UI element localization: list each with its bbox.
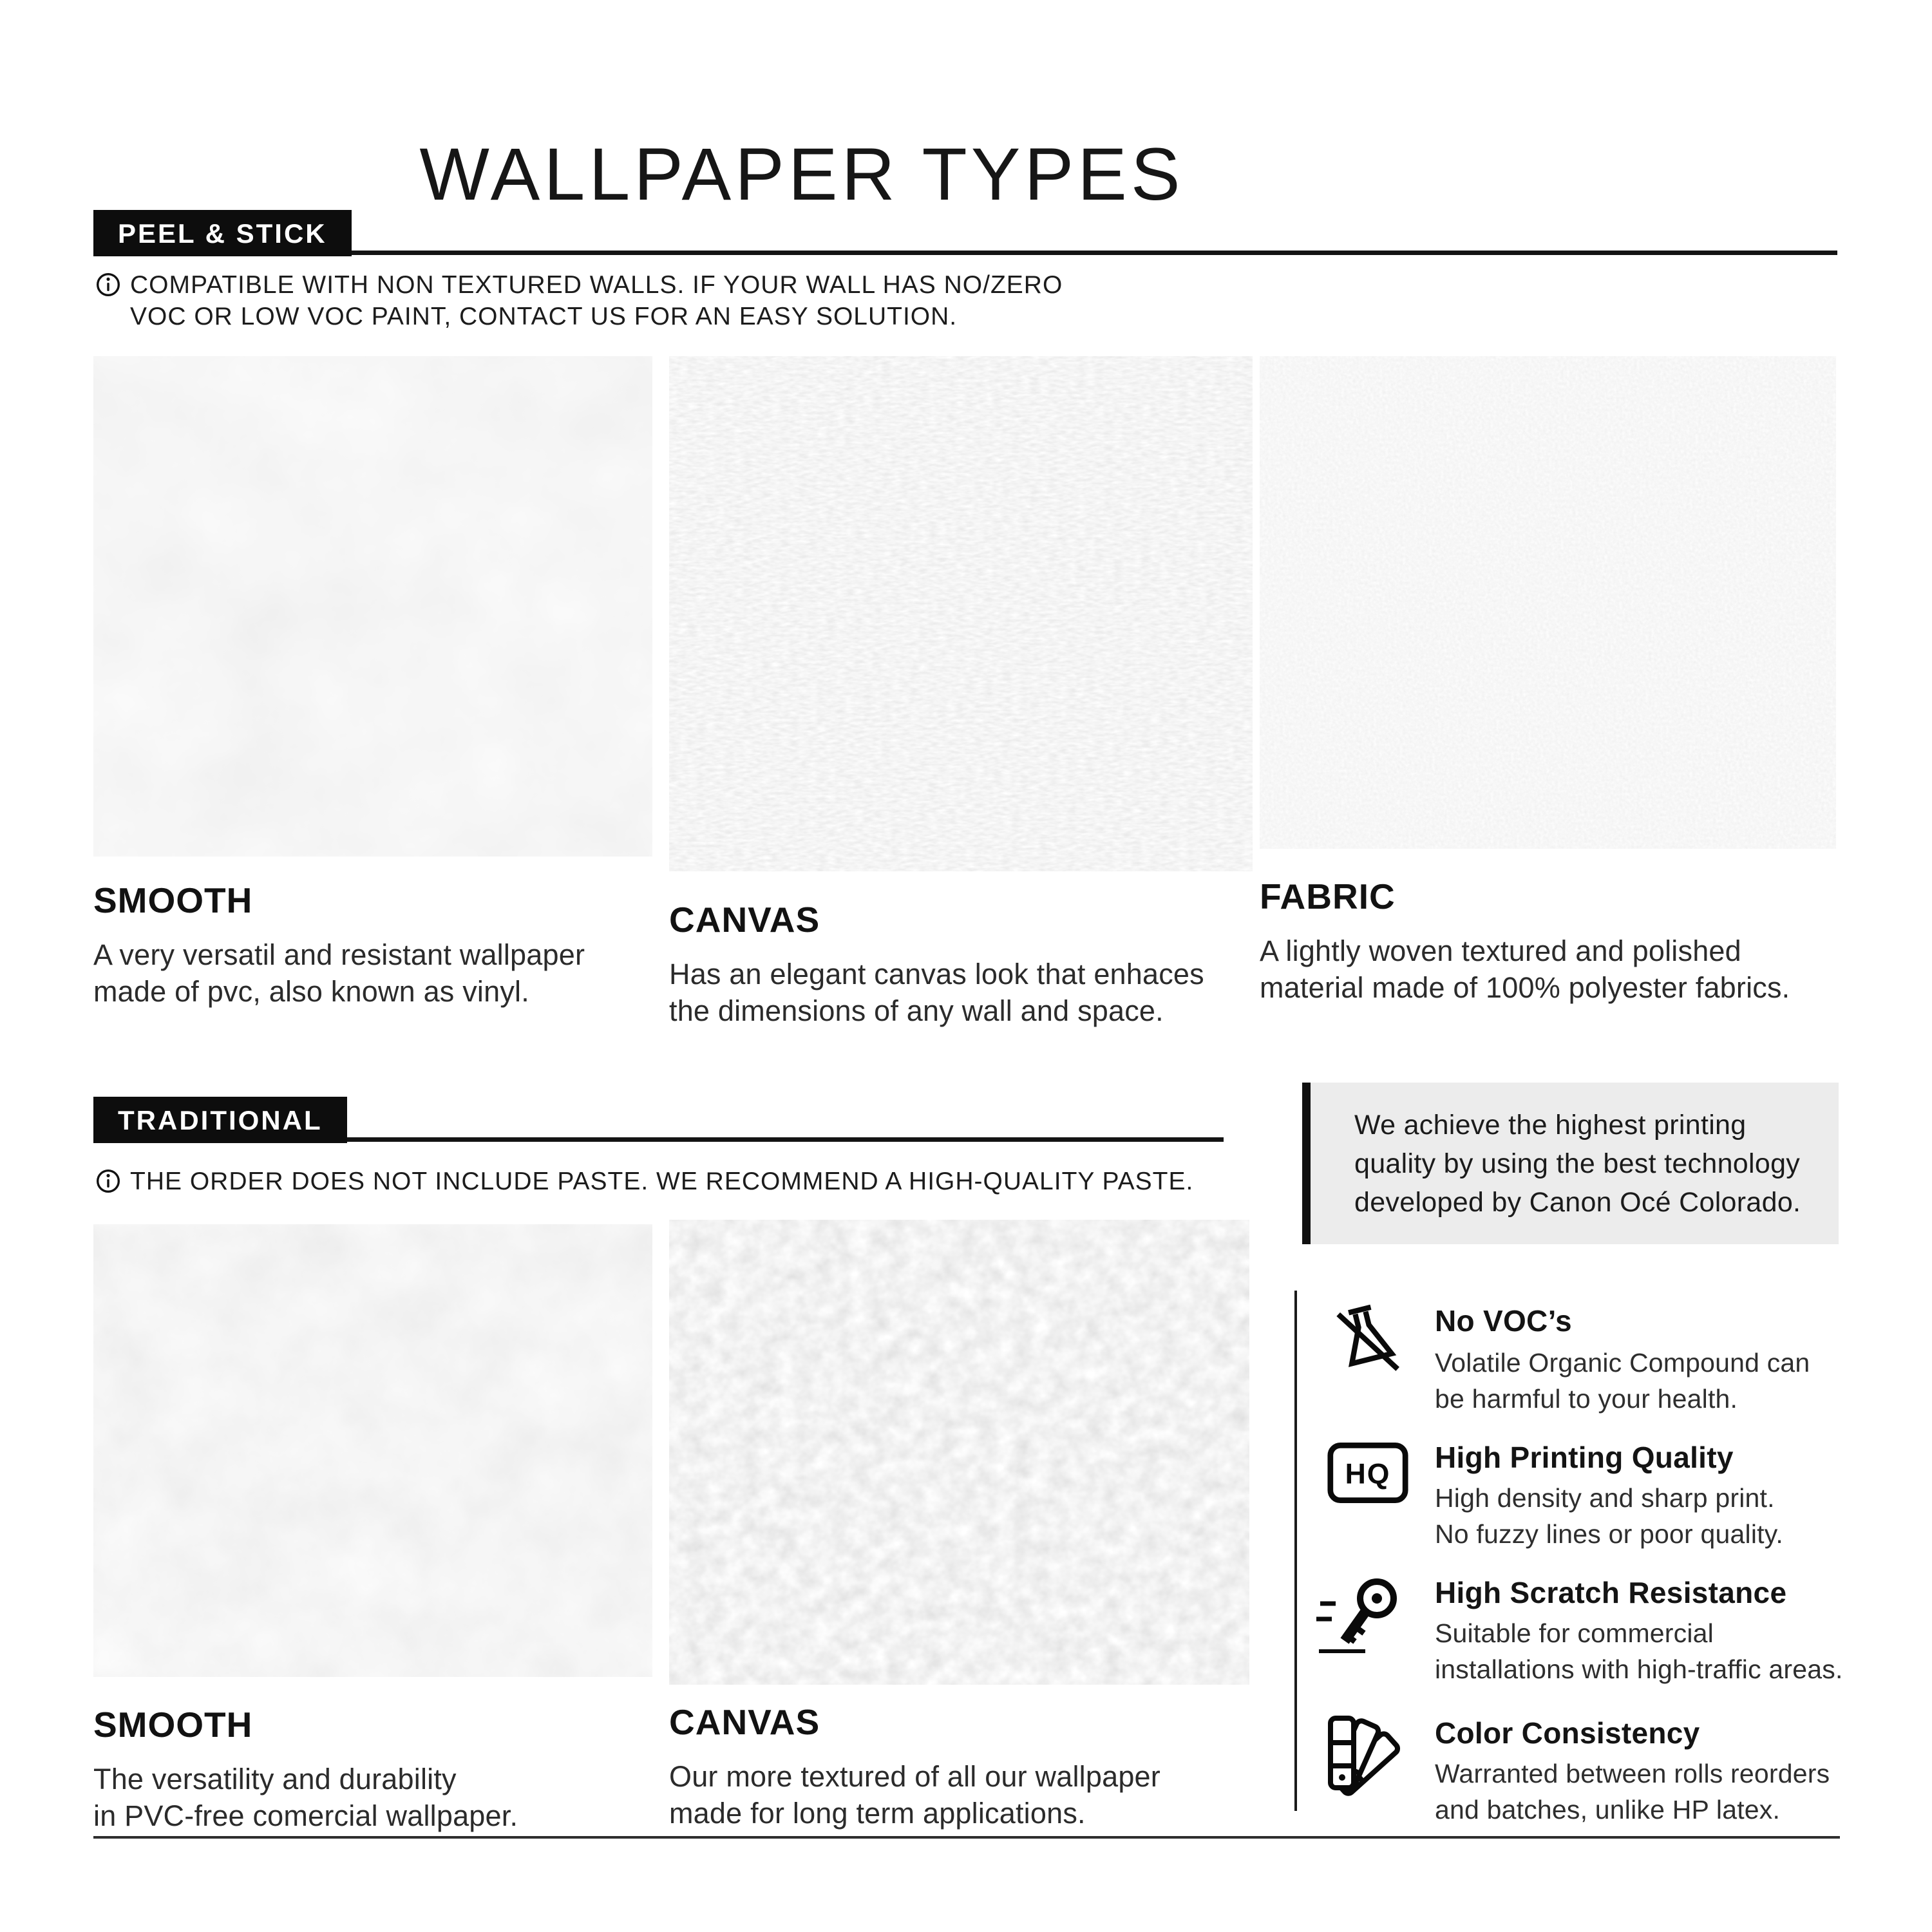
- svg-text:HQ: HQ: [1345, 1458, 1391, 1490]
- key-scratch-icon: [1314, 1571, 1410, 1659]
- swatch-description: A lightly woven textured and polished material made of 100% polyester fabrics.: [1260, 934, 1790, 1004]
- caption-peel-stick-canvas: [669, 899, 1249, 1029]
- feature-title: Color Consistency: [1435, 1716, 1700, 1750]
- swatch-title: SMOOTH: [93, 1705, 253, 1745]
- feature-title: High Scratch Resistance: [1435, 1576, 1787, 1609]
- info-icon: [95, 272, 121, 301]
- peel-stick-note-text: COMPATIBLE WITH NON TEXTURED WALLS. IF YOUR WALL HAS NO/ZERO VOC OR LOW VOC PAINT, CONTACT US FOR AN EASY SOLUTION.: [130, 271, 1063, 330]
- peel-stick-note: [95, 269, 1190, 332]
- swatch-peel-stick-smooth: [93, 356, 652, 857]
- section-divider-peel-stick: [93, 251, 1837, 255]
- feature-description: High density and sharp print. No fuzzy lines or poor quality.: [1435, 1483, 1783, 1549]
- swatch-title: CANVAS: [669, 900, 820, 940]
- info-icon: [95, 1168, 121, 1197]
- features-divider-line: [1294, 1291, 1297, 1811]
- feature-description: Suitable for commercial installations with high-traffic areas.: [1435, 1618, 1843, 1684]
- swatch-description: The versatility and durability in PVC-free comercial wallpaper.: [93, 1763, 518, 1832]
- section-label-traditional: TRADITIONAL: [93, 1097, 347, 1143]
- swatch-title: CANVAS: [669, 1702, 820, 1742]
- caption-peel-stick-smooth: [93, 880, 673, 1010]
- swatch-description: Our more textured of all our wallpaper made for long term applications.: [669, 1760, 1160, 1830]
- swatch-description: Has an elegant canvas look that enhaces the dimensions of any wall and space.: [669, 958, 1204, 1027]
- caption-traditional-smooth: [93, 1704, 673, 1834]
- feature-description: Volatile Organic Compound can be harmful to your health.: [1435, 1348, 1810, 1414]
- printing-quality-note: We achieve the highest printing quality by using the best technology developed by Canon Océ Colorado.: [1302, 1083, 1839, 1244]
- feature-title: High Printing Quality: [1435, 1441, 1734, 1474]
- traditional-note-text: THE ORDER DOES NOT INCLUDE PASTE. WE RECOMMEND A HIGH-QUALITY PASTE.: [130, 1168, 1194, 1195]
- swatch-title: FABRIC: [1260, 876, 1396, 916]
- swatch-title: SMOOTH: [93, 880, 253, 920]
- section-label-peel-stick: PEEL & STICK: [93, 210, 352, 256]
- bottom-rule: [93, 1836, 1840, 1839]
- traditional-note: [95, 1166, 1222, 1197]
- swatch-traditional-canvas: [669, 1220, 1249, 1685]
- swatch-peel-stick-canvas: [669, 356, 1253, 871]
- swatch-traditional-smooth: [93, 1224, 652, 1677]
- no-voc-flask-icon: [1329, 1302, 1405, 1378]
- feature-description: Warranted between rolls reorders and batches, unlike HP latex.: [1435, 1759, 1830, 1824]
- swatch-description: A very versatil and resistant wallpaper made of pvc, also known as vinyl.: [93, 938, 585, 1008]
- color-swatches-icon: [1325, 1713, 1413, 1799]
- page-title: WALLPAPER TYPES: [419, 133, 1184, 216]
- feature-title: No VOC’s: [1435, 1304, 1572, 1338]
- caption-peel-stick-fabric: [1260, 876, 1839, 1006]
- caption-traditional-canvas: [669, 1701, 1249, 1832]
- hq-badge-icon: [1327, 1441, 1409, 1504]
- swatch-peel-stick-fabric: [1260, 356, 1836, 849]
